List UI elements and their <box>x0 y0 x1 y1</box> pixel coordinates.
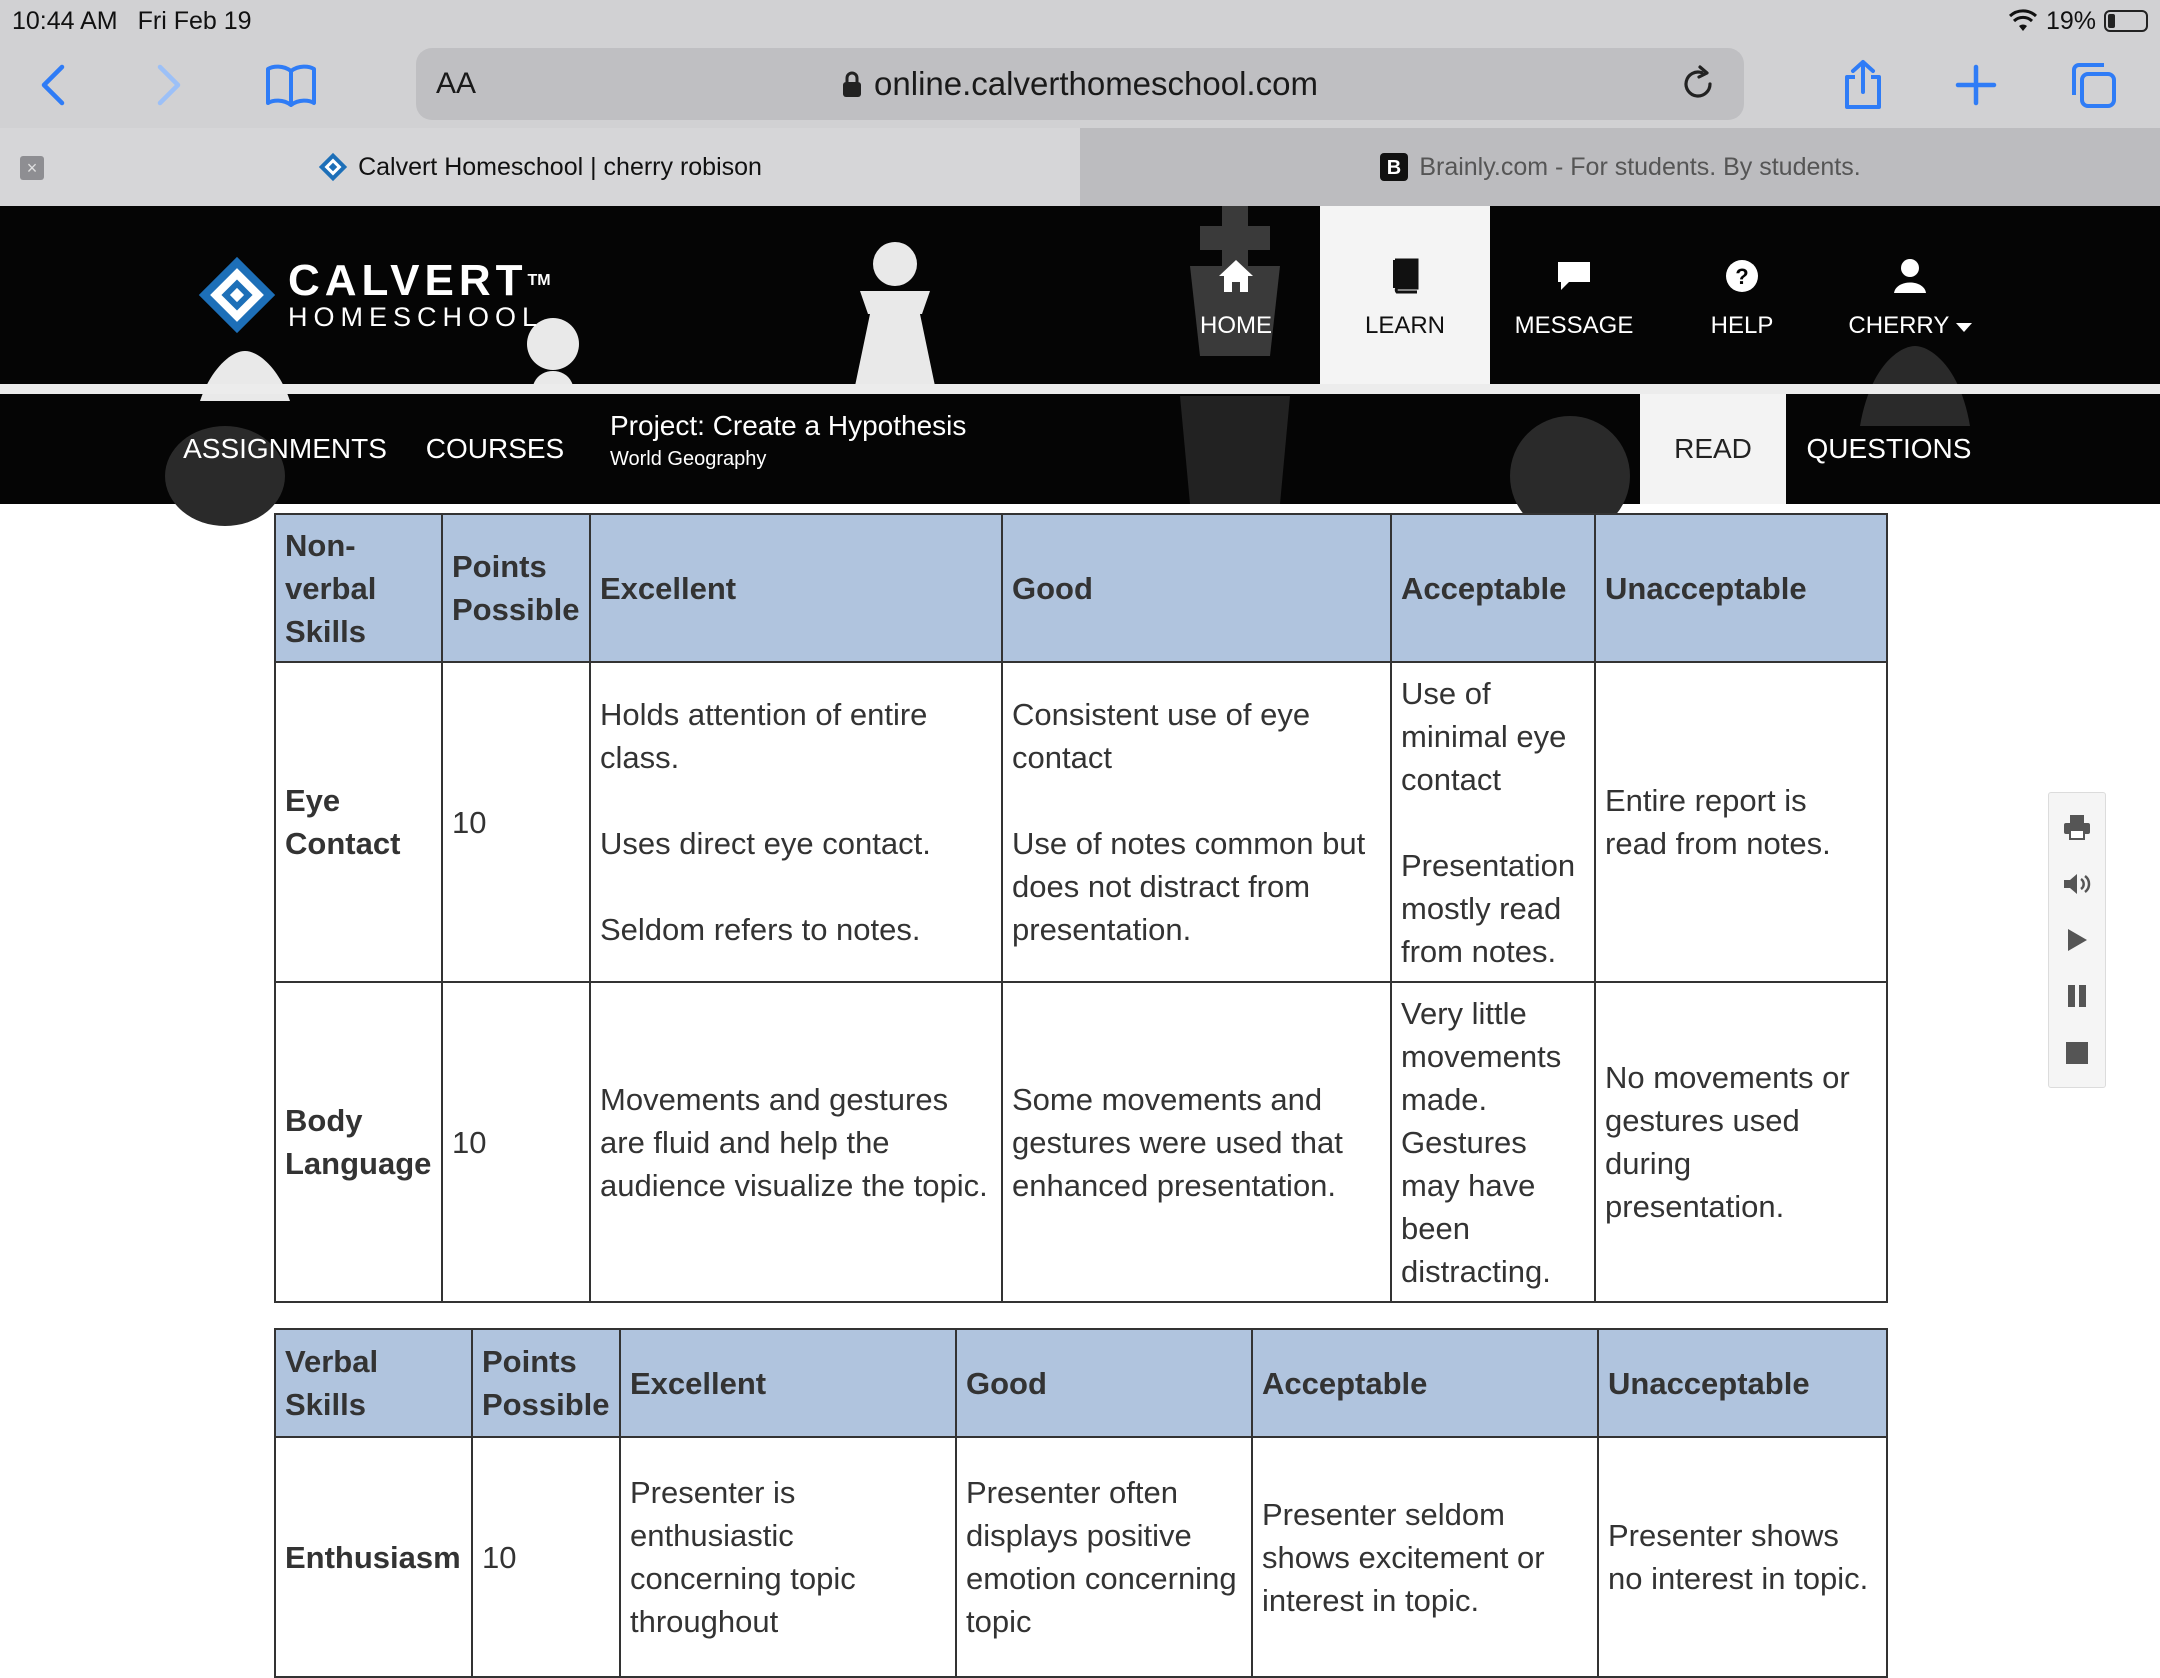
column-header: Acceptable <box>1391 514 1595 662</box>
column-header: Excellent <box>620 1329 956 1437</box>
nav-message[interactable] <box>1490 206 1658 384</box>
logo-tm: TM <box>527 272 551 289</box>
subnav-assignments[interactable]: ASSIGNMENTS <box>183 433 387 464</box>
column-header: Acceptable <box>1252 1329 1598 1437</box>
tab-strip <box>0 128 2160 206</box>
column-header: Points Possible <box>442 514 590 662</box>
skill-cell: Eye Contact <box>275 662 442 982</box>
share-icon[interactable] <box>1834 56 1892 114</box>
tab-title: Calvert Homeschool | cherry robison <box>358 152 762 181</box>
reader-settings-button[interactable]: AA <box>436 67 477 100</box>
acceptable-cell: Presenter seldom shows excitement or interest in topic. <box>1252 1437 1598 1677</box>
nav-help[interactable] <box>1658 206 1826 384</box>
browser-toolbar <box>0 42 2160 128</box>
unacceptable-cell: Presenter shows no interest in topic. <box>1598 1437 1887 1677</box>
calvert-logo[interactable] <box>200 258 551 332</box>
brainly-favicon-icon <box>1379 152 1409 182</box>
pause-icon[interactable] <box>2060 979 2094 1013</box>
acceptable-cell <box>1391 662 1595 982</box>
help-icon <box>1724 258 1760 294</box>
cell-line: Seldom refers to notes. <box>600 912 921 947</box>
print-icon[interactable] <box>2060 810 2094 844</box>
url-text: online.calverthomeschool.com <box>874 65 1318 102</box>
tab-read[interactable]: READ <box>1640 394 1786 504</box>
column-header: Verbal Skills <box>275 1329 472 1437</box>
nav-learn-label: LEARN <box>1364 312 1446 339</box>
status-bar <box>0 0 2160 42</box>
verbal-rubric-table <box>274 1328 1888 1678</box>
speech-toolbar <box>2048 792 2106 1088</box>
good-cell: Presenter often displays positive emotion concerning topic <box>956 1437 1252 1677</box>
chess-pawn-icon <box>1500 406 1640 504</box>
reload-icon[interactable] <box>1680 66 1716 102</box>
address-bar[interactable] <box>416 48 1744 120</box>
tab-questions[interactable]: QUESTIONS <box>1806 433 1972 464</box>
calvert-favicon-icon <box>318 152 348 182</box>
good-cell: Some movements and gestures were used that enhanced presentation. <box>1002 982 1391 1302</box>
status-date: Fri Feb 19 <box>137 6 252 35</box>
user-icon <box>1892 257 1928 295</box>
cell-line: Use of notes common but does not distract from presentation. <box>1012 826 1366 947</box>
excellent-cell: Movements and gestures are fluid and help the audience visualize the topic. <box>590 982 1002 1302</box>
logo-name: CALVERT <box>288 256 528 305</box>
excellent-cell <box>590 662 1002 982</box>
table-header-row <box>275 1329 1887 1437</box>
chess-queen-icon <box>820 236 970 386</box>
nav-help-label: HELP <box>1710 312 1774 339</box>
cell-line: Uses direct eye contact. <box>600 826 931 861</box>
table-row <box>275 1437 1887 1677</box>
table-row <box>275 982 1887 1302</box>
course-name: World Geography <box>610 448 767 470</box>
column-header: Unacceptable <box>1595 514 1887 662</box>
nav-message-label: MESSAGE <box>1514 312 1634 339</box>
site-header <box>0 206 2160 504</box>
new-tab-icon[interactable] <box>1947 56 2005 114</box>
bookmarks-icon[interactable] <box>262 56 320 114</box>
wifi-icon <box>2008 9 2038 33</box>
subnav-courses[interactable]: COURSES <box>425 433 565 464</box>
column-header: Good <box>1002 514 1391 662</box>
logo-subtitle: HOMESCHOOL <box>288 302 544 332</box>
cell-line: Presentation mostly read from notes. <box>1401 847 1576 969</box>
home-icon <box>1217 258 1255 294</box>
unacceptable-cell: Entire report is read from notes. <box>1595 662 1887 982</box>
battery-percent: 19% <box>2045 6 2096 35</box>
column-header: Points Possible <box>472 1329 620 1437</box>
caret-down-icon <box>1956 323 1972 333</box>
column-header: Excellent <box>590 514 1002 662</box>
points-cell: 10 <box>442 982 590 1302</box>
table-row <box>275 662 1887 982</box>
message-icon <box>1555 259 1593 293</box>
svg-text:B: B <box>1387 157 1402 179</box>
back-icon[interactable] <box>24 56 82 114</box>
nonverbal-rubric-table <box>274 513 1888 1303</box>
battery-icon <box>2104 10 2148 32</box>
skill-cell: Enthusiasm <box>275 1437 472 1677</box>
nav-home[interactable] <box>1152 206 1320 384</box>
book-icon <box>1389 258 1421 294</box>
tab-calvert[interactable] <box>0 128 1080 206</box>
stop-icon[interactable] <box>2060 1036 2094 1070</box>
skill-cell: Body Language <box>275 982 442 1302</box>
column-header: Non-verbal Skills <box>275 514 442 662</box>
tab-brainly[interactable] <box>1080 128 2160 206</box>
cell-line: Holds attention of entire class. <box>600 697 928 775</box>
column-header: Good <box>956 1329 1252 1437</box>
header-divider <box>0 384 2160 394</box>
forward-icon[interactable] <box>140 56 198 114</box>
close-tab-icon[interactable]: × <box>20 156 44 180</box>
tab-title: Brainly.com - For students. By students. <box>1419 152 1861 181</box>
excellent-cell: Presenter is enthusiastic concerning topic throughout <box>620 1437 956 1677</box>
page-title: Project: Create a Hypothesis <box>610 410 967 441</box>
speaker-icon[interactable] <box>2060 867 2094 901</box>
tabs-icon[interactable] <box>2064 56 2122 114</box>
nav-user-menu[interactable] <box>1826 206 1994 384</box>
status-time: 10:44 AM <box>12 6 118 35</box>
breadcrumb <box>610 410 966 471</box>
acceptable-cell: Very little movements made. Gestures may have been distracting. <box>1391 982 1595 1302</box>
unacceptable-cell: No movements or gestures used during presentation. <box>1595 982 1887 1302</box>
cell-line: Consistent use of eye contact <box>1012 697 1311 775</box>
play-icon[interactable] <box>2060 923 2094 957</box>
column-header: Unacceptable <box>1598 1329 1887 1437</box>
points-cell: 10 <box>472 1437 620 1677</box>
points-cell: 10 <box>442 662 590 982</box>
table-header-row <box>275 514 1887 662</box>
nav-learn[interactable] <box>1320 206 1490 384</box>
calvert-diamond-icon <box>200 258 274 332</box>
svg-text:?: ? <box>1735 264 1749 289</box>
nav-user-label: CHERRY <box>1848 312 1949 339</box>
cell-line: Use of minimal eye contact <box>1401 675 1567 797</box>
nav-home-label: HOME <box>1200 312 1272 339</box>
good-cell <box>1002 662 1391 982</box>
lock-icon <box>842 70 862 98</box>
